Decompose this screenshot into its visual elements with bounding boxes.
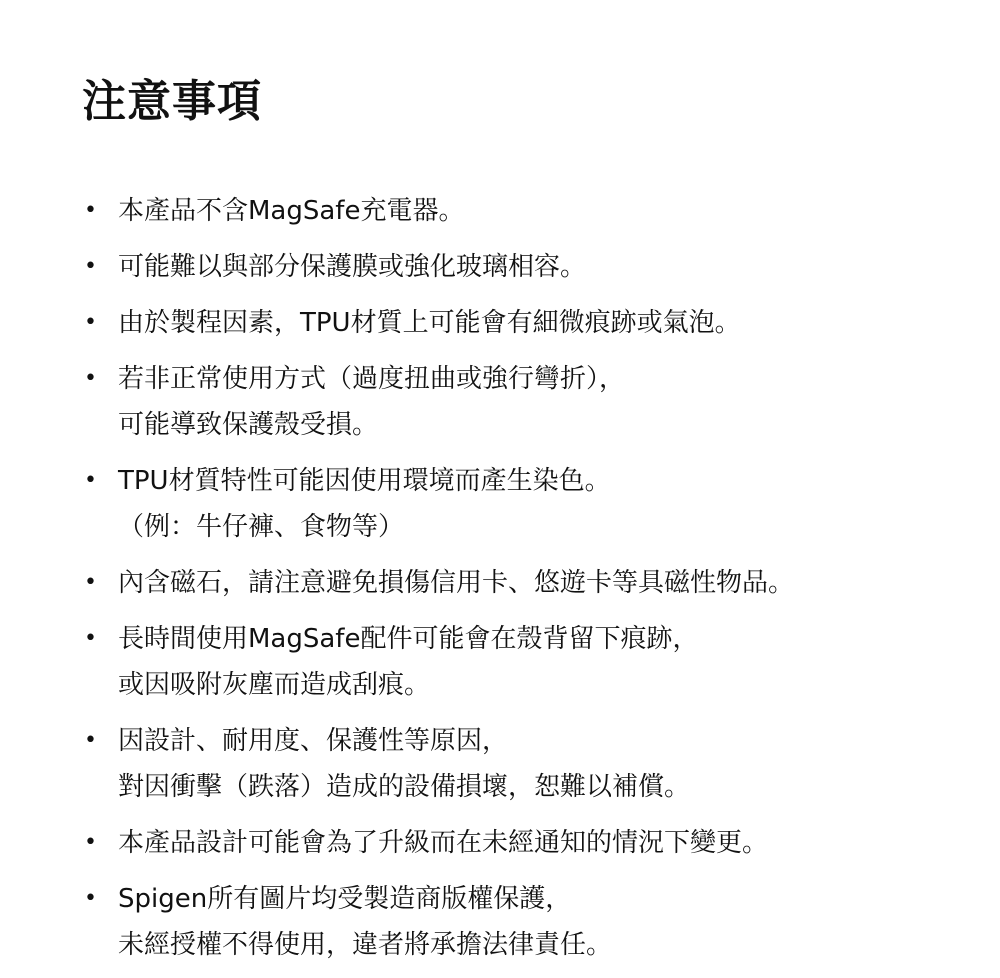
bullet-icon: •	[84, 198, 97, 223]
list-item-text	[118, 244, 962, 290]
bullet-icon: •	[84, 570, 97, 595]
bullet-icon: •	[84, 626, 97, 651]
list-item	[82, 876, 962, 968]
list-item-line: （例：牛仔褲、食物等）	[118, 512, 405, 542]
list-item	[82, 188, 962, 234]
list-item-text	[118, 188, 962, 234]
notice-list	[82, 188, 962, 978]
list-item	[82, 244, 962, 290]
bullet-icon: •	[84, 728, 97, 753]
list-item-line: 可能難以與部分保護膜或強化玻璃相容。	[118, 252, 587, 282]
list-item-line: 若非正常使用方式（過度扭曲或強行彎折），	[118, 364, 626, 394]
list-item-text	[118, 616, 962, 708]
list-item	[82, 458, 962, 550]
list-item-text	[118, 820, 962, 866]
list-item-line: 本產品不含MagSafe充電器。	[118, 196, 465, 226]
page-title: 注意事項	[82, 76, 262, 127]
list-item	[82, 616, 962, 708]
list-item-line: 由於製程因素，TPU材質上可能會有細微痕跡或氣泡。	[118, 308, 741, 338]
list-item-line: 內含磁石，請注意避免損傷信用卡、悠遊卡等具磁性物品。	[118, 568, 795, 598]
list-item-line: 未經授權不得使用，違者將承擔法律責任。	[118, 930, 613, 960]
list-item	[82, 300, 962, 346]
list-item-text	[118, 356, 962, 448]
bullet-icon: •	[84, 830, 97, 855]
list-item-text	[118, 718, 962, 810]
list-item-line: 可能導致保護殼受損。	[118, 410, 379, 440]
list-item-line: TPU材質特性可能因使用環境而產生染色。	[118, 466, 611, 496]
list-item	[82, 560, 962, 606]
list-item-text	[118, 300, 962, 346]
list-item-line: 對因衝擊（跌落）造成的設備損壞，恕難以補償。	[118, 772, 691, 802]
list-item-line: Spigen所有圖片均受製造商版權保護，	[118, 884, 572, 914]
bullet-icon: •	[84, 366, 97, 391]
list-item-text	[118, 560, 962, 606]
bullet-icon: •	[84, 310, 97, 335]
list-item-line: 本產品設計可能會為了升級而在未經通知的情況下變更。	[118, 828, 769, 858]
bullet-icon: •	[84, 886, 97, 911]
bullet-icon: •	[84, 254, 97, 279]
list-item	[82, 820, 962, 866]
list-item-line: 長時間使用MagSafe配件可能會在殼背留下痕跡，	[118, 624, 699, 654]
bullet-icon: •	[84, 468, 97, 493]
list-item	[82, 356, 962, 448]
list-item-line: 或因吸附灰塵而造成刮痕。	[118, 670, 431, 700]
list-item-text	[118, 458, 962, 550]
list-item-line: 因設計、耐用度、保護性等原因，	[118, 726, 509, 756]
list-item-text	[118, 876, 962, 968]
list-item	[82, 718, 962, 810]
